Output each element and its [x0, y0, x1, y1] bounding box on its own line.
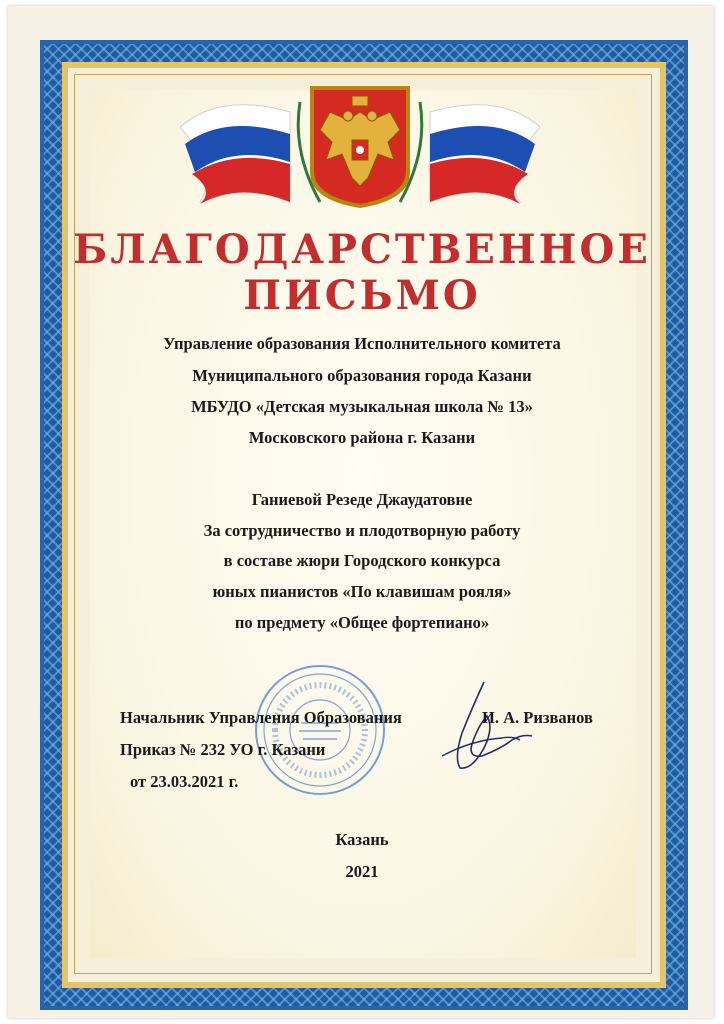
order-number: Приказ № 232 УО г. Казани — [120, 740, 326, 759]
flag-ribbon-emblem — [180, 82, 540, 222]
order-date: от 23.03.2021 г. — [130, 772, 239, 791]
body-line-4: по предмету «Общее фортепиано» — [234, 613, 490, 632]
letter-title-line1: БЛАГОДАРСТВЕННОЕ — [73, 226, 651, 273]
issuer-line-4: Московского района г. Казани — [248, 428, 476, 447]
issuer-line-2: Муниципального образования города Казани — [192, 366, 532, 385]
handwritten-signature — [432, 678, 542, 778]
official-stamp-icon — [253, 663, 387, 797]
issuer-line-3: МБУДО «Детская музыкальная школа № 13» — [191, 397, 533, 416]
letter-title-line2: ПИСЬМО — [243, 272, 481, 319]
signatory-name: И. А. Ризванов — [482, 708, 593, 727]
recipient-name: Ганиевой Резеде Джаудатовне — [251, 490, 473, 509]
year: 2021 — [345, 862, 379, 881]
russian-coat-of-arms-icon — [310, 86, 410, 208]
issuer-line-1: Управление образования Исполнительного комитета — [163, 334, 561, 353]
body-line-3: юных пианистов «По клавишам рояля» — [212, 582, 512, 601]
city: Казань — [335, 830, 389, 849]
body-line-1: За сотрудничество и плодотворную работу — [203, 521, 521, 540]
body-line-2: в составе жюри Городского конкурса — [223, 551, 501, 570]
signatory-position: Начальник Управления Образования — [120, 708, 402, 727]
